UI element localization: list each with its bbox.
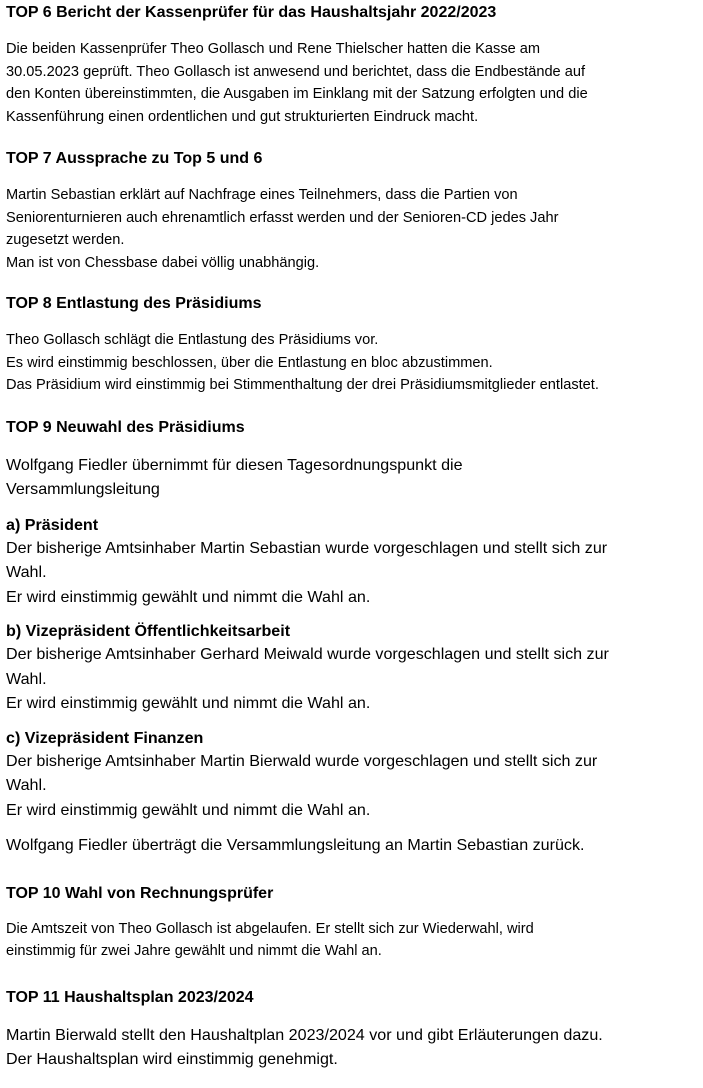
top11-paragraph bbox=[6, 1023, 700, 1072]
top9-heading: TOP 9 Neuwahl des Präsidiums bbox=[6, 418, 245, 436]
top6-line: den Konten übereinstimmten, die Ausgaben im Einklang mit der Satzung erfolgten und die bbox=[6, 86, 588, 102]
vp-public-relations-line: Der bisherige Amtsinhaber Gerhard Meiwald wurde vorgeschlagen und stellt sich zur bbox=[6, 645, 609, 663]
vp-finance-heading: c) Vizepräsident Finanzen bbox=[6, 728, 204, 747]
top8-paragraph bbox=[6, 329, 700, 397]
top7-line: Martin Sebastian erklärt auf Nachfrage eines Teilnehmers, dass die Partien von bbox=[6, 187, 518, 203]
top10-paragraph bbox=[6, 918, 700, 963]
vp-public-relations-line: Er wird einstimmig gewählt und nimmt die Wahl an. bbox=[6, 694, 371, 712]
president-line: Der bisherige Amtsinhaber Martin Sebastian wurde vorgeschlagen und stellt sich zur bbox=[6, 538, 608, 557]
top6-line: Kassenführung einen ordentlichen und gut strukturierten Eindruck macht. bbox=[6, 108, 479, 125]
top11-line: Der Haushaltsplan wird einstimmig genehmigt. bbox=[6, 1050, 338, 1068]
top8-line: Das Präsidium wird einstimmig bei Stimmenthaltung der drei Präsidiumsmitglieder entlastet. bbox=[6, 377, 599, 393]
top6-heading: TOP 6 Bericht der Kassenprüfer für das Haushaltsjahr 2022/2023 bbox=[6, 4, 497, 21]
top6-line: 30.05.2023 geprüft. Theo Gollasch ist anwesend und berichtet, dass die Endbestände auf bbox=[6, 63, 586, 80]
top6-paragraph bbox=[6, 38, 700, 128]
president-line: Er wird einstimmig gewählt und nimmt die Wahl an. bbox=[6, 587, 371, 606]
president-heading: a) Präsident bbox=[6, 515, 99, 534]
top9-closing-line: Wolfgang Fiedler überträgt die Versammlungsleitung an Martin Sebastian zurück. bbox=[6, 836, 585, 854]
top7-paragraph bbox=[6, 184, 700, 274]
top9-section-vp-public-relations bbox=[6, 620, 700, 716]
top8-line: Es wird einstimmig beschlossen, über die Entlastung en bloc abzustimmen. bbox=[6, 354, 493, 371]
vp-finance-line: Er wird einstimmig gewählt und nimmt die Wahl an. bbox=[6, 800, 371, 819]
top9-intro bbox=[6, 453, 700, 502]
protocol-page bbox=[6, 0, 700, 1072]
top11-heading: TOP 11 Haushaltsplan 2023/2024 bbox=[6, 988, 254, 1006]
top7-line: Seniorenturnieren auch ehrenamtlich erfasst werden und der Senioren-CD jedes Jahr bbox=[6, 209, 559, 226]
vp-finance-paragraph bbox=[6, 749, 700, 823]
top6-line: Die beiden Kassenprüfer Theo Gollasch und Rene Thielscher hatten die Kasse am bbox=[6, 41, 541, 57]
top7-line: Man ist von Chessbase dabei völlig unabhängig. bbox=[6, 254, 320, 271]
vp-public-relations-heading: b) Vizepräsident Öffentlichkeitsarbeit bbox=[6, 622, 291, 640]
top10-line: Die Amtszeit von Theo Gollasch ist abgelaufen. Er stellt sich zur Wiederwahl, wird bbox=[6, 920, 534, 937]
top8-heading: TOP 8 Entlastung des Präsidiums bbox=[6, 295, 262, 312]
top10-line: einstimmig für zwei Jahre gewählt und nimmt die Wahl an. bbox=[6, 943, 382, 959]
vp-finance-line: Wahl. bbox=[6, 776, 47, 794]
top9-intro-line: Versammlungsleitung bbox=[6, 480, 160, 498]
vp-finance-line: Der bisherige Amtsinhaber Martin Bierwald wurde vorgeschlagen und stellt sich zur bbox=[6, 751, 598, 770]
top9-intro-line: Wolfgang Fiedler übernimmt für diesen Tagesordnungspunkt die bbox=[6, 455, 463, 474]
vp-public-relations-line: Wahl. bbox=[6, 669, 47, 688]
top9-section-president bbox=[6, 514, 700, 610]
top9-closing bbox=[6, 833, 700, 858]
top10-heading: TOP 10 Wahl von Rechnungsprüfer bbox=[6, 884, 274, 902]
top11-line: Martin Bierwald stellt den Haushaltplan 2023/2024 vor und gibt Erläuterungen dazu. bbox=[6, 1025, 603, 1044]
top7-heading: TOP 7 Aussprache zu Top 5 und 6 bbox=[6, 150, 263, 167]
top8-line: Theo Gollasch schlägt die Entlastung des Präsidiums vor. bbox=[6, 332, 379, 348]
vp-public-relations-paragraph bbox=[6, 642, 700, 716]
top9-section-vp-finance bbox=[6, 727, 700, 823]
president-paragraph bbox=[6, 536, 700, 610]
president-line: Wahl. bbox=[6, 563, 47, 581]
top7-line: zugesetzt werden. bbox=[6, 232, 125, 248]
